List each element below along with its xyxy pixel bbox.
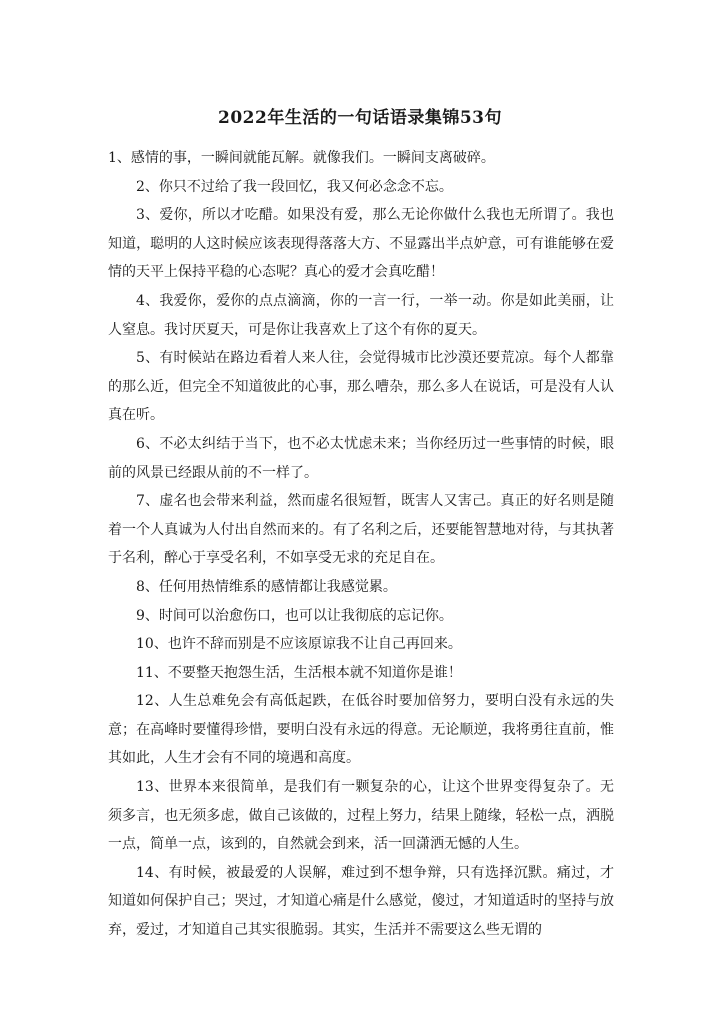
paragraph-9: 9、时间可以治愈伤口，也可以让我彻底的忘记你。 (136, 607, 453, 624)
paragraph-5: 5、有时候站在路边看着人来人往，会觉得城市比沙漠还要荒凉。每个人都靠的那么近，但完全不知道彼此的心事，那么嘈杂，那么多人在说话，可是没有人认真在听。 (108, 350, 614, 424)
paragraph-11: 11、不要整天抱怨生活，生活根本就不知道你是谁！ (136, 664, 462, 681)
document-body (108, 144, 614, 945)
paragraph-2: 2、你只不过给了我一段回忆，我又何必念念不忘。 (136, 178, 453, 195)
paragraph-13: 13、世界本来很简单，是我们有一颗复杂的心，让这个世界变得复杂了。无须多言，也无须多虑，做自己该做的，过程上努力，结果上随缘，轻松一点，洒脱一点，简单一点，该到的，自然就会到来，活一回潇洒无憾的人生。 (108, 779, 614, 853)
paragraph-6: 6、不必太纠结于当下，也不必太忧虑未来；当你经历过一些事情的时候，眼前的风景已经跟从前的不一样了。 (108, 435, 614, 481)
paragraph-10: 10、也许不辞而别是不应该原谅我不让自己再回来。 (136, 636, 462, 653)
paragraph-3: 3、爱你，所以才吃醋。如果没有爱，那么无论你做什么我也无所谓了。我也知道，聪明的人这时候应该表现得落落大方、不显露出半点妒意，可有谁能够在爱情的天平上保持平稳的心态呢？真心的爱才会真吃醋！ (108, 207, 614, 281)
paragraph-4: 4、我爱你，爱你的点点滴滴，你的一言一行，一举一动。你是如此美丽，让人窒息。我讨厌夏天，可是你让我喜欢上了这个有你的夏天。 (108, 292, 614, 338)
paragraph-14: 14、有时候，被最爱的人误解，难过到不想争辩，只有选择沉默。痛过，才知道如何保护自己；哭过，才知道心痛是什么感觉，傻过，才知道适时的坚持与放弃，爱过，才知道自己其实很脆弱。其实，生活并不需要这么些无谓的 (108, 864, 614, 939)
paragraph-8: 8、任何用热情维系的感情都让我感觉累。 (136, 578, 397, 595)
paragraph-7: 7、虚名也会带来利益，然而虚名很短暂，既害人又害己。真正的好名则是随着一个人真诚为人付出自然而来的。有了名利之后，还要能智慧地对待，与其执著于名利，醉心于享受名利，不如享受无求的充足自在。 (108, 493, 614, 567)
document-title: 2022年生活的一句话语录集锦53句 (218, 108, 502, 128)
paragraph-1: 1、感情的事，一瞬间就能瓦解。就像我们。一瞬间支离破碎。 (108, 150, 495, 166)
paragraph-12: 12、人生总难免会有高低起跌，在低谷时要加倍努力，要明白没有永远的失意；在高峰时要懂得珍惜，要明白没有永远的得意。无论顺逆，我将勇往直前，惟其如此，人生才会有不同的境遇和高度。 (108, 693, 614, 767)
